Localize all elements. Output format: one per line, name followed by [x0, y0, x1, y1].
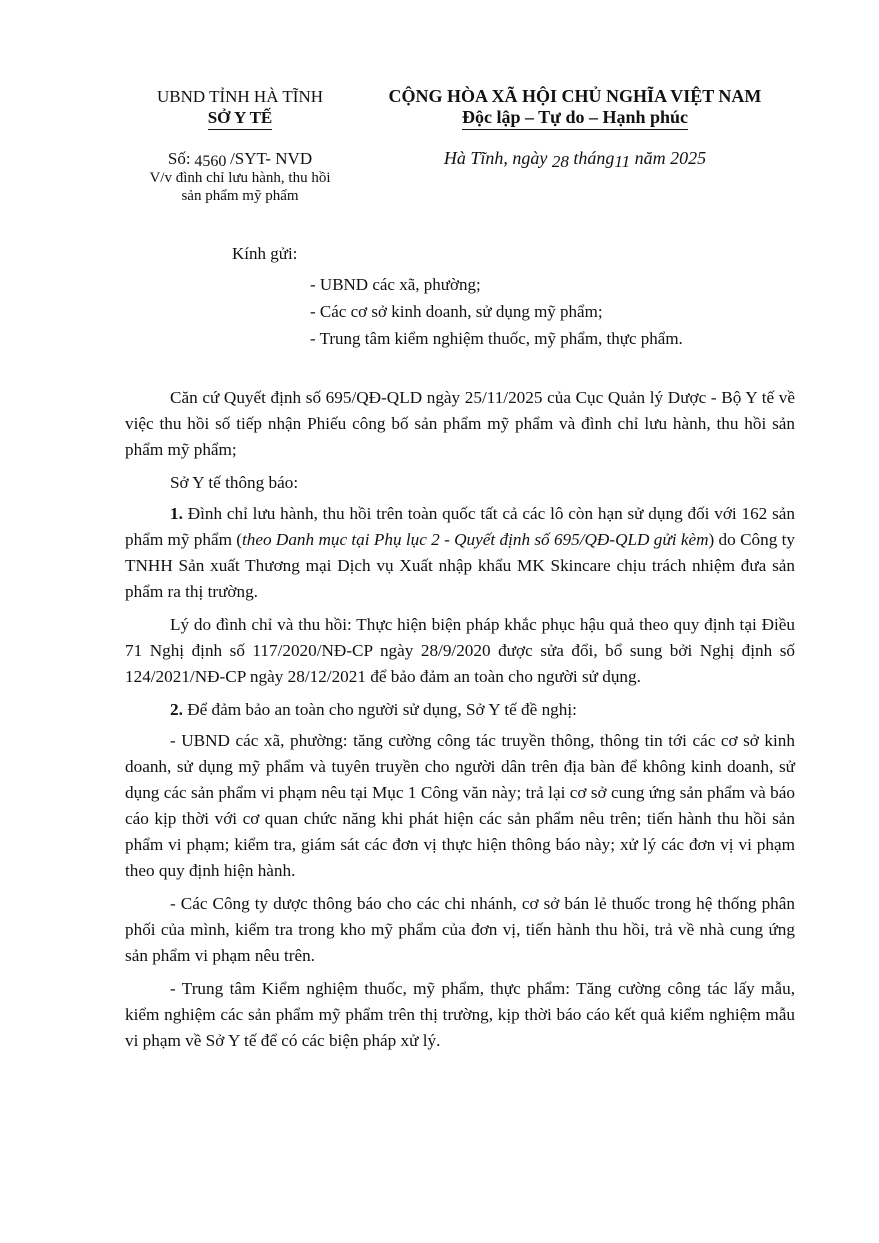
national-motto: Độc lập – Tự do – Hạnh phúc [462, 107, 688, 130]
greeting: Kính gửi: [232, 244, 298, 263]
date-year: năm 2025 [634, 148, 707, 168]
date-month-label: tháng [573, 148, 615, 168]
document-date [360, 148, 790, 169]
agency-name: SỞ Y TẾ [208, 107, 273, 130]
annex-reference: theo Danh mục tại Phụ lục 2 - Quyết định số 695/QĐ-QLD gửi kèm [242, 530, 709, 549]
parent-agency: UBND TỈNH HÀ TĨNH [156, 87, 324, 106]
request-ubnd-paragraph: - UBND các xã, phường: tăng cường công tác truyền thông, thông tin tới các cơ sở kinh doanh, sử dụng mỹ phẩm và tuyên truyền cho người dân trên địa bàn để không kinh doanh, sử dụng các sản phẩm vi phạm nêu tại Mục 1 Công văn này; trả lại cơ sở cung ứng sản phẩm và báo cáo kịp thời với cơ quan chức năng khi phát hiện các sản phẩm nêu trên; tiến hành thu hồi sản phẩm vi phạm; kiểm tra, giám sát các đơn vị thực hiện thông báo này; xử lý các đơn vị vi phạm theo quy định hiện hành. [125, 731, 795, 880]
request-companies-paragraph: - Các Công ty dược thông báo cho các chi nhánh, cơ sở bán lẻ thuốc trong hệ thống phân phối của mình, kiểm tra trong kho mỹ phẩm của đơn vị, tiến hành thu hồi, trả về nhà cung ứng sản phẩm vi phạm nêu trên. [125, 894, 795, 965]
national-heading-block [360, 86, 790, 130]
document-reference [120, 150, 360, 205]
recipient-item: - Trung tâm kiểm nghiệm thuốc, mỹ phẩm, thực phẩm. [310, 329, 683, 348]
item-1-paragraph: 1. Đình chỉ lưu hành, thu hồi trên toàn quốc tất cả các lô còn hạn sử dụng đối với 162 sản phẩm mỹ phẩm (theo Danh mục tại Phụ lục 2 - Quyết định số 695/QĐ-QLD gửi kèm) do Công ty TNHH Sản xuất Thương mại Dịch vụ Xuất nhập khẩu MK Skincare chịu trách nhiệm đưa sản phẩm ra thị trường. [125, 504, 795, 601]
issuing-agency-block [120, 86, 360, 130]
so-label: Số: [167, 149, 191, 168]
document-code: /SYT- NVD [230, 149, 313, 168]
subject-line-1: V/v đình chỉ lưu hành, thu hồi [149, 170, 331, 186]
document-number: 4560 [194, 153, 227, 170]
date-day: 28 [551, 152, 569, 171]
date-place: Hà Tĩnh, ngày [443, 148, 548, 168]
item-2-paragraph: 2. Để đảm bảo an toàn cho người sử dụng, Sở Y tế đề nghị: [170, 700, 577, 719]
recipient-list [310, 271, 683, 352]
document-body [125, 385, 795, 1061]
legal-basis-paragraph: Căn cứ Quyết định số 695/QĐ-QLD ngày 25/11/2025 của Cục Quản lý Dược - Bộ Y tế về việc thu hồi số tiếp nhận Phiếu công bố sản phẩm mỹ phẩm và đình chỉ lưu hành, thu hồi sản phẩm mỹ phẩm; [125, 388, 795, 459]
recipient-item: - UBND các xã, phường; [310, 275, 481, 294]
request-testing-center-paragraph: - Trung tâm Kiểm nghiệm thuốc, mỹ phẩm, thực phẩm: Tăng cường công tác lấy mẫu, kiểm nghiệm các sản phẩm mỹ phẩm trên thị trường, kịp thời báo cáo kết quả kiểm nghiệm mẫu vi phạm về Sở Y tế để có các biện pháp xử lý. [125, 979, 795, 1050]
announcement-label: Sở Y tế thông báo: [170, 473, 299, 492]
recipient-item: - Các cơ sở kinh doanh, sử dụng mỹ phẩm; [310, 302, 603, 321]
item-2-number: 2. [170, 700, 183, 719]
nation-title: CỘNG HÒA XÃ HỘI CHỦ NGHĨA VIỆT NAM [388, 86, 762, 106]
reason-paragraph: Lý do đình chỉ và thu hồi: Thực hiện biện pháp khắc phục hậu quả theo quy định tại Điều 71 Nghị định số 117/2020/NĐ-CP ngày 28/9/2020 được sửa đổi, bổ sung bởi Nghị định số 124/2021/NĐ-CP ngày 28/12/2021 để bảo đảm an toàn cho người sử dụng. [125, 615, 795, 686]
subject-line-2: sản phẩm mỹ phẩm [181, 188, 299, 204]
date-month: 11 [614, 152, 631, 171]
item-1-number: 1. [170, 504, 183, 523]
